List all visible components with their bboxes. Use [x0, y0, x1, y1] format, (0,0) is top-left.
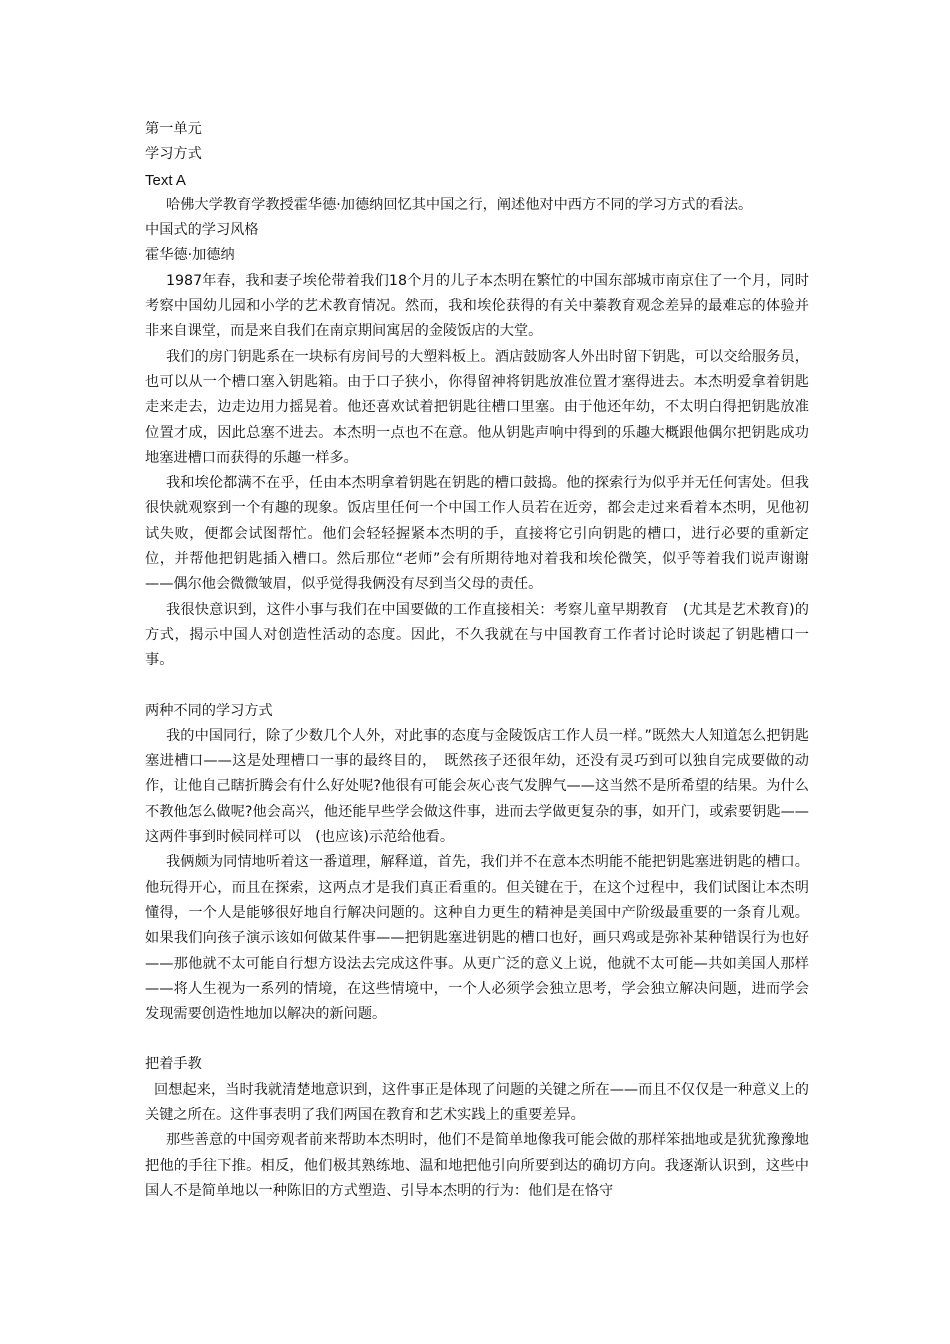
- section-gap: [145, 1027, 809, 1052]
- unit-label: 第一单元: [145, 121, 202, 137]
- body-paragraph: 我很快意识到，这件小事与我们在中国要做的工作直接相关：考察儿童早期教育 (尤其是艺术教育)的方式，揭示中国人对创造性活动的态度。因此，不久我就在与中国教育工作者讨论时谈起了钥匙槽口一事。: [145, 601, 809, 669]
- body-paragraph: 我俩颇为同情地听着这一番道理，解释道，首先，我们并不在意本杰明能不能把钥匙塞进钥匙的槽口。他玩得开心，而且在探索，这两点才是我们真正看重的。但关键在于，在这个过程中，我们试图让本杰明懂得，一个人是能够很好地自行解决问题的。这种自力更生的精神是美国中产阶级最重要的一条育儿观。如果我们向孩子演示该如何做某件事——把钥匙塞进钥匙的槽口也好，画只鸡或是弥补某种错误行为也好——那他就不太可能自行想方设法去完成这件事。从更广泛的意义上说，他就不太可能—共如美国人那样——将人生视为一系列的情境，在这些情境中，一个人必须学会独立思考，学会独立解决问题，进而学会发现需要创造性地加以解决的新问题。: [145, 854, 809, 1023]
- article-title: 中国式的学习风格: [145, 222, 259, 239]
- section-title: 把着手教: [145, 1056, 202, 1073]
- author-name: 霍华德·加德纳: [145, 247, 235, 264]
- body-paragraph: 我和埃伦都满不在乎，任由本杰明拿着钥匙在钥匙的槽口鼓捣。他的探索行为似乎并无任何害处。但我很快就观察到一个有趣的现象。饭店里任何一个中国工作人员若在近旁，都会走过来看着本杰明，见他初试失败，便都会试图帮忙。他们会轻轻握紧本杰明的手，直接将它引向钥匙的槽口，进行必要的重新定位，并帮他把钥匙插入槽口。然后那位“老师”会有所期待地对着我和埃伦微笑，似乎等着我们说声谢谢——偶尔他会微微皱眉，似乎觉得我俩没有尽到当父母的责任。: [145, 475, 809, 593]
- text-label: Text A: [145, 171, 186, 189]
- body-paragraph: 我们的房门钥匙系在一块标有房间号的大塑料板上。酒店鼓励客人外出时留下钥匙，可以交给服务员，也可以从一个槽口塞入钥匙箱。由于口子狭小，你得留神将钥匙放准位置才塞得进去。本杰明爱拿着钥匙走来走去，边走边用力摇晃着。他还喜欢试着把钥匙往槽口里塞。由于他还年幼，不太明白得把钥匙放准位置才成，因此总塞不进去。本杰明一点也不在意。他从钥匙声响中得到的乐趣大概跟他偶尔把钥匙成功地塞进槽口而获得的乐趣一样多。: [145, 348, 809, 466]
- unit-title: 学习方式: [145, 146, 202, 163]
- body-paragraph: 我的中国同行，除了少数几个人外，对此事的态度与金陵饭店工作人员一样。”既然大人知道怎么把钥匙塞进槽口——这是处理槽口一事的最终目的， 既然孩子还很年幼，还没有灵巧到可以独自完成要做的动作，让他自己瞎折腾会有什么好处呢?他很有可能会灰心丧气发脾气——这当然不是所希望的结果。为什么不教他怎么做呢?他会高兴，他还能早些学会做这件事，进而去学做更复杂的事，如开门，或索要钥匙——这两件事到时候同样可以 (也应该)示范给他看。: [145, 727, 809, 846]
- document-page: [145, 117, 809, 1204]
- section-title: 两种不同的学习方式: [145, 702, 273, 719]
- body-paragraph: 1987年春，我和妻子埃伦带着我们18个月的儿子本杰明在繁忙的中国东部城市南京住了一个月，同时考察中国幼儿园和小学的艺术教育情况。然而，我和埃伦获得的有关中蓁教育观念差异的最难忘的体验并非来自课堂，而是来自我们在南京期间寓居的金陵饭店的大堂。: [145, 272, 809, 340]
- body-paragraph: 回想起来，当时我就清楚地意识到，这件事正是体现了问题的关键之所在——而且不仅仅是一种意义上的关键之所在。这件事表明了我们两国在教育和艺术实践上的重要差异。: [145, 1081, 809, 1123]
- body-paragraph: 那些善意的中国旁观者前来帮助本杰明时，他们不是简单地像我可能会做的那样笨拙地或是犹犹豫豫地把他的手往下推。相反，他们极其熟练地、温和地把他引向所要到达的确切方向。我逐渐认识到，这些中国人不是简单地以一种陈旧的方式塑造、引导本杰明的行为：他们是在恪守: [145, 1132, 809, 1199]
- intro-paragraph: 哈佛大学教育学教授霍华德·加德纳回忆其中国之行，阐述他对中西方不同的学习方式的看法。: [166, 196, 753, 213]
- section-gap: [145, 674, 809, 699]
